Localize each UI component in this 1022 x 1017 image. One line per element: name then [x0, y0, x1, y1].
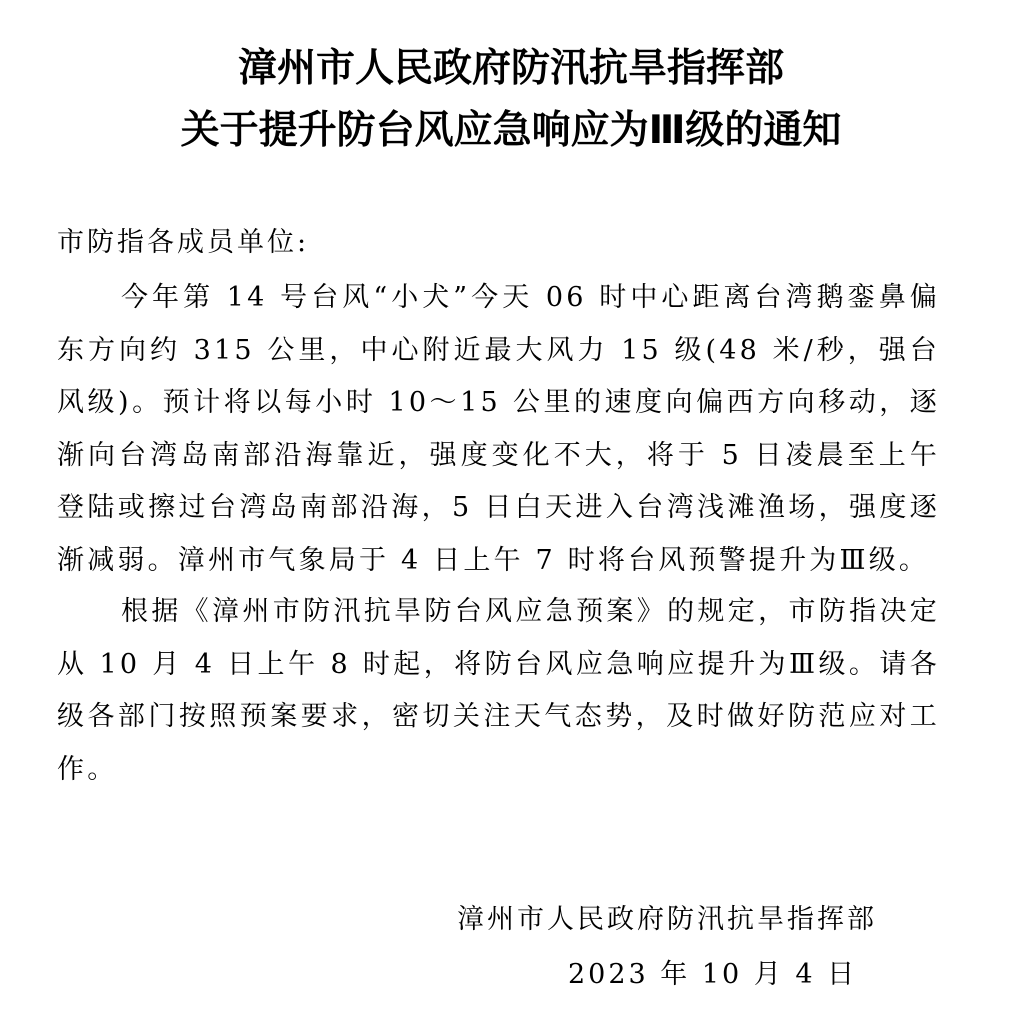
body-paragraph-1: 今年第 14 号台风“小犬”今天 06 时中心距离台湾鹅銮鼻偏东方向约 315 公里，中心附近最大风力 15 级(48 米/秒，强台风级)。预计将以每小时 10～15 公里的速度向偏西方向移动，逐渐向台湾岛南部沿海靠近，强度变化不大，将于 5 日凌晨至上午登陆或擦过台湾岛南部沿海，5 日白天进入台湾浅滩渔场，强度逐渐减弱。漳州市气象局于 4 日上午 7 时将台风预警提升为Ⅲ级。	[57, 282, 940, 576]
body-paragraph-2: 根据《漳州市防汛抗旱防台风应急预案》的规定，市防指决定从 10 月 4 日上午 8 时起，将防台风应急响应提升为Ⅲ级。请各级各部门按照预案要求，密切关注天气态势，及时做好防范应对工作。	[57, 596, 940, 785]
document-title-line-2: 关于提升防台风应急响应为Ⅲ级的通知	[180, 108, 842, 153]
document-title-line-1: 漳州市人民政府防汛抗旱指挥部	[237, 46, 784, 91]
issue-date: 2023 年 10 月 4 日	[568, 959, 858, 990]
issuer-signature: 漳州市人民政府防汛抗旱指挥部	[457, 904, 877, 935]
salutation: 市防指各成员单位:	[57, 227, 310, 258]
